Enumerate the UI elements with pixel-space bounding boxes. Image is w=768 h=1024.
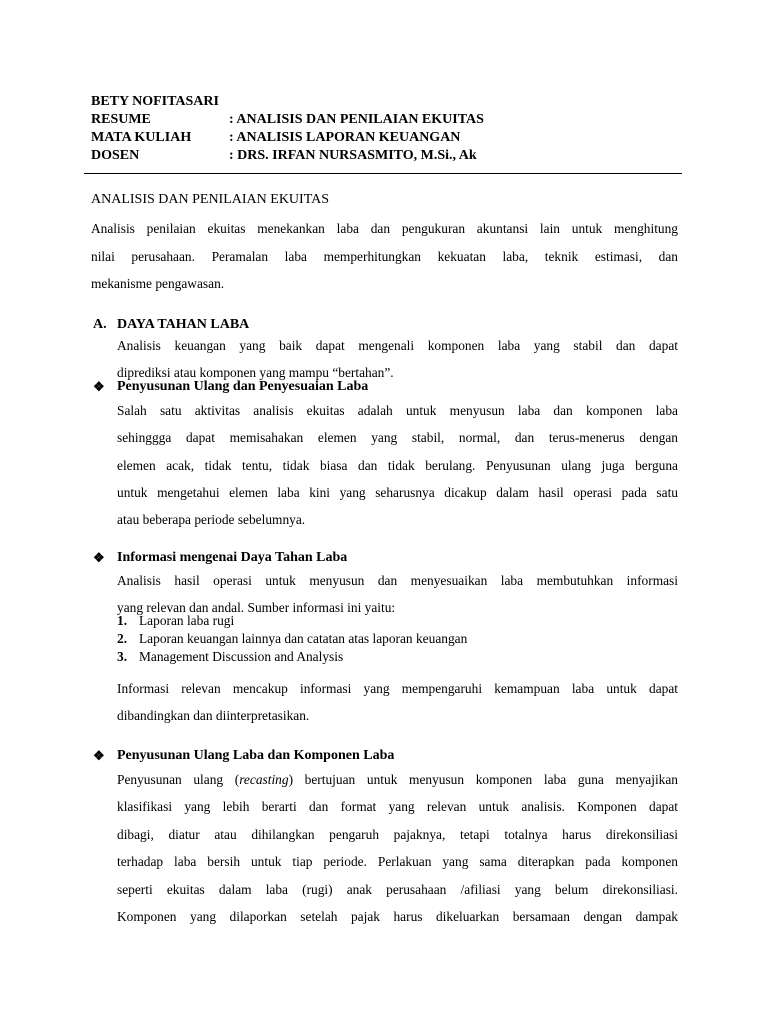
header-divider [84,173,682,174]
diamond-bullet-icon: ❖ [93,379,105,394]
paragraph-line: Salah satu aktivitas analisis ekuitas adalah untuk menyusun laba dan komponen laba [117,403,678,418]
list-item: Management Discussion and Analysis [139,649,344,664]
paragraph-line: terhadap laba bersih untuk tiap periode. Perlakuan yang sama diterapkan pada komponen [117,854,678,870]
paragraph-line: dibandingkan dan diinterpretasikan. [117,708,310,723]
intro-line: Analisis penilaian ekuitas menekankan laba dan pengukuran akuntansi lain untuk menghitung [91,221,678,236]
intro-line: mekanisme pengawasan. [91,276,225,291]
lecturer-label: DOSEN [91,148,140,163]
paragraph-line: klasifikasi yang lebih berarti dan format yang relevan untuk analisis. Komponen dapat [117,799,678,815]
author-name: BETY NOFITASARI [91,94,219,109]
paragraph-line: sehinggga dapat memisahakan elemen yang stabil, normal, dan terus-menerus dengan [117,430,678,446]
line-text: Penyusunan ulang ( [117,772,240,787]
list-item: Laporan laba rugi [139,613,235,628]
line-text: ) bertujuan untuk menyusun komponen laba guna menyajikan [288,772,678,787]
paragraph-line: yang relevan dan andal. Sumber informasi ini yaitu: [117,600,396,615]
page-title: ANALISIS DAN PENILAIAN EKUITAS [91,192,330,207]
paragraph-line: Informasi relevan mencakup informasi yang mempengaruhi kemampuan laba untuk dapat [117,681,678,696]
paragraph-line [117,766,678,793]
course-value: : ANALISIS LAPORAN KEUANGAN [229,130,461,145]
list-number: 2. [117,631,128,646]
section-a-marker: A. [93,317,107,332]
diamond-bullet-icon: ❖ [93,550,105,565]
bullet2-after-paragraph [117,675,678,729]
paragraph-line: seperti ekuitas dalam laba (rugi) anak perusahaan /afiliasi yang belum direkonsiliasi. [117,881,678,897]
intro-line: nilai perusahaan. Peramalan laba memperhitungkan kekuatan laba, teknik estimasi, dan [91,248,678,264]
intro-paragraph [91,215,678,298]
paragraph-line: Komponen yang dilaporkan setelah pajak harus dikeluarkan bersamaan dengan dampak [117,909,678,925]
section-a-heading: DAYA TAHAN LABA [117,317,250,332]
resume-label: RESUME [91,112,151,127]
paragraph-line: dibagi, diatur atau dihilangkan pengaruh pajaknya, tetapi totalnya harus direkonsiliasi [117,826,678,842]
paragraph-line: Analisis keuangan yang baik dapat mengenali komponen laba yang stabil dan dapat [117,338,678,353]
paragraph-line: Analisis hasil operasi untuk menyusun dan menyesuaikan laba membutuhkan informasi [117,573,678,588]
course-label: MATA KULIAH [91,130,192,145]
list-item: Laporan keuangan lainnya dan catatan atas laporan keuangan [139,631,468,646]
bullet2-heading: Informasi mengenai Daya Tahan Laba [117,550,348,565]
list-number: 1. [117,613,128,628]
list-number: 3. [117,649,128,664]
bullet1-heading: Penyusunan Ulang dan Penyesuaian Laba [117,379,369,394]
paragraph-line: atau beberapa periode sebelumnya. [117,512,306,528]
resume-value: : ANALISIS DAN PENILAIAN EKUITAS [229,112,484,127]
paragraph-line: elemen acak, tidak tentu, tidak biasa dan tidak berulang. Penyusunan ulang juga berguna [117,457,678,473]
bullet1-paragraph [117,397,678,533]
emphasis-text: recasting [239,772,289,787]
bullet3-paragraph [117,766,678,930]
diamond-bullet-icon: ❖ [93,748,105,763]
lecturer-value: : DRS. IRFAN NURSASMITO, M.Si., Ak [229,148,477,163]
paragraph-line: diprediksi atau komponen yang mampu “bertahan”. [117,364,394,380]
paragraph-line: untuk mengetahui elemen laba kini yang seharusnya dicakup dalam hasil operasi pada satu [117,484,678,500]
bullet3-heading: Penyusunan Ulang Laba dan Komponen Laba [117,748,395,763]
